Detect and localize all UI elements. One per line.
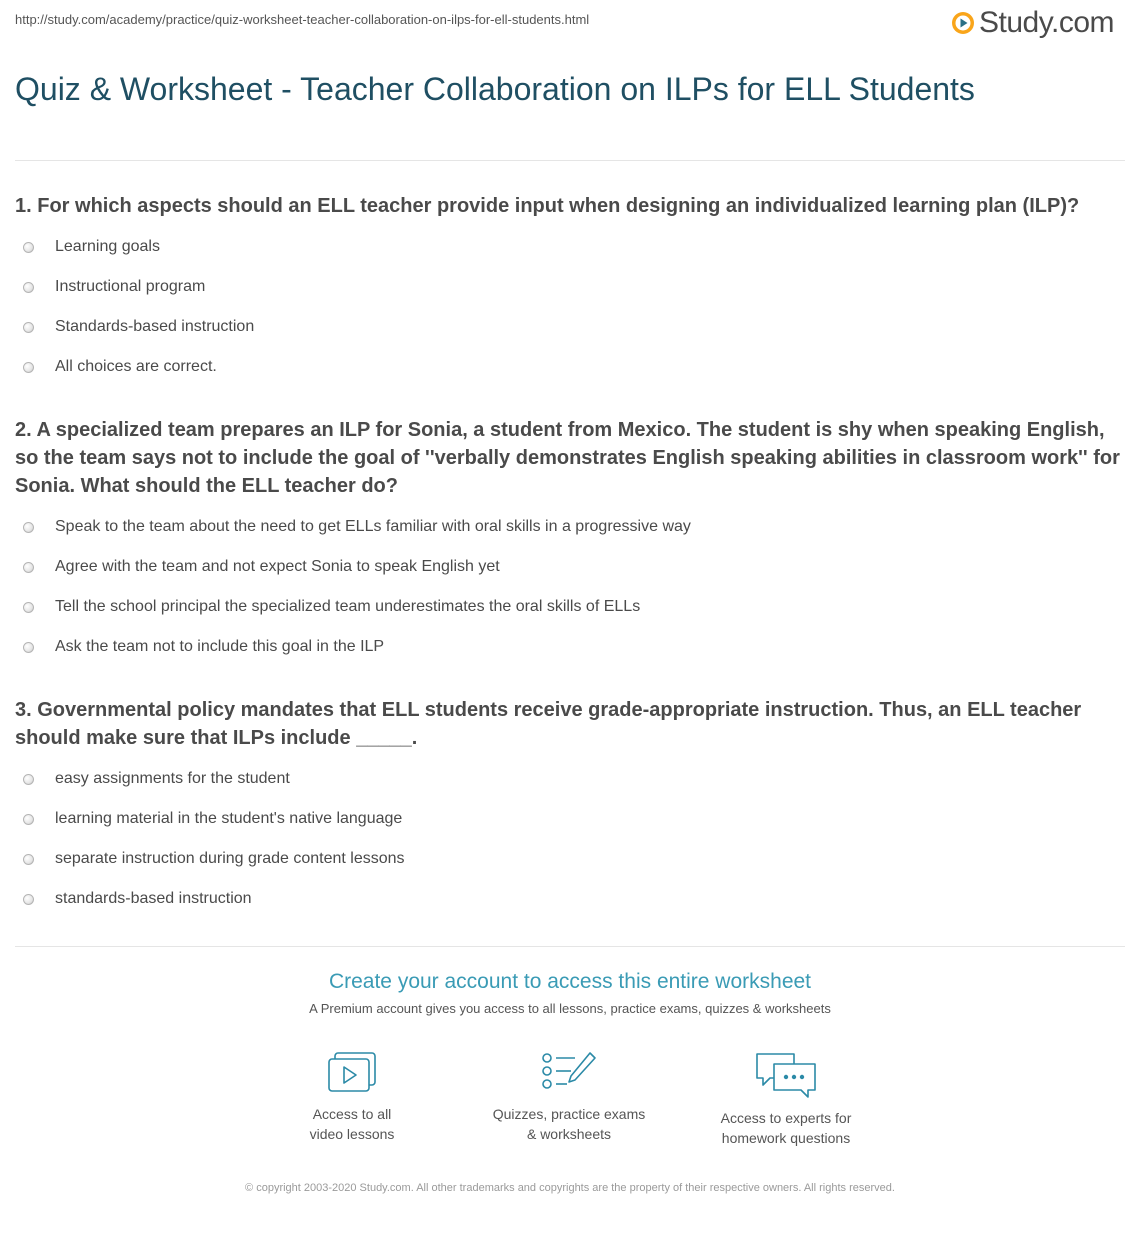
radio-icon[interactable] — [23, 894, 34, 905]
radio-icon[interactable] — [23, 282, 34, 293]
copyright-notice: © copyright 2003-2020 Study.com. All other trademarks and copyrights are the property of their respective owners. All rights reserved. — [245, 1182, 895, 1194]
radio-icon[interactable] — [23, 602, 34, 613]
choice-label: All choices are correct. — [55, 358, 217, 375]
choice-label: Agree with the team and not expect Sonia to speak English yet — [55, 558, 500, 575]
answer-choice[interactable] — [15, 227, 1015, 267]
choice-label: Instructional program — [55, 278, 206, 295]
study-logo[interactable] — [951, 6, 1114, 40]
answer-choice[interactable] — [15, 547, 1015, 587]
answer-choice[interactable] — [15, 879, 1015, 919]
radio-icon[interactable] — [23, 642, 34, 653]
question-3-choices — [15, 759, 1015, 919]
radio-icon[interactable] — [23, 322, 34, 333]
answer-choice[interactable] — [15, 507, 1015, 547]
play-logo-icon — [951, 11, 975, 35]
question-2-choices — [15, 507, 1015, 667]
choice-label: Ask the team not to include this goal in the ILP — [55, 638, 385, 655]
answer-choice[interactable] — [15, 759, 1015, 799]
divider — [15, 946, 1125, 947]
choice-label: Standards-based instruction — [55, 318, 255, 335]
quiz-checklist-icon — [541, 1050, 597, 1096]
divider — [15, 160, 1125, 161]
feature-label: Access to experts for homework questions — [720, 1110, 852, 1146]
radio-icon[interactable] — [23, 362, 34, 373]
page-title: Quiz & Worksheet - Teacher Collaboration on ILPs for ELL Students — [15, 71, 975, 107]
video-lesson-icon — [326, 1050, 378, 1096]
question-1-choices — [15, 227, 1015, 387]
choice-label: easy assignments for the student — [55, 770, 290, 787]
answer-choice[interactable] — [15, 307, 1015, 347]
choice-label: Tell the school principal the specialized team underestimates the oral skills of ELLs — [55, 598, 641, 615]
answer-choice[interactable] — [15, 267, 1015, 307]
radio-icon[interactable] — [23, 562, 34, 573]
answer-choice[interactable] — [15, 587, 1015, 627]
question-2: 2. A specialized team prepares an ILP for Sonia, a student from Mexico. The student is shy when speaking English, so the team says not to include the goal of ''verbally demonstrates English speaking abilities in classroom work'' for Sonia. What should the ELL teacher do? — [15, 419, 1120, 497]
chat-bubbles-icon — [754, 1050, 818, 1100]
feature-video-lessons — [252, 1050, 452, 1144]
choice-label: Speak to the team about the need to get ELLs familiar with oral skills in a progressive way — [55, 518, 691, 535]
choice-label: standards-based instruction — [55, 890, 252, 907]
radio-icon[interactable] — [23, 814, 34, 825]
radio-icon[interactable] — [23, 854, 34, 865]
radio-icon[interactable] — [23, 242, 34, 253]
feature-quizzes — [469, 1050, 669, 1144]
premium-description: A Premium account gives you access to all lessons, practice exams, quizzes & worksheets — [309, 1001, 831, 1016]
page-url: http://study.com/academy/practice/quiz-worksheet-teacher-collaboration-on-ilps-for-ell-students.html — [15, 12, 590, 27]
feature-label: Quizzes, practice exams & worksheets — [492, 1106, 646, 1142]
feature-experts — [686, 1050, 886, 1148]
choice-label: learning material in the student's native language — [55, 810, 403, 827]
logo-text: Study.com — [979, 6, 1114, 39]
answer-choice[interactable] — [15, 799, 1015, 839]
feature-label: Access to all video lessons — [309, 1106, 395, 1142]
radio-icon[interactable] — [23, 774, 34, 785]
answer-choice[interactable] — [15, 627, 1015, 667]
answer-choice[interactable] — [15, 839, 1015, 879]
create-account-link[interactable]: Create your account to access this entire worksheet — [328, 970, 812, 993]
choice-label: separate instruction during grade content lessons — [55, 850, 405, 867]
answer-choice[interactable] — [15, 347, 1015, 387]
question-1: 1. For which aspects should an ELL teacher provide input when designing an individualized learning plan (ILP)? — [15, 195, 1080, 217]
question-3: 3. Governmental policy mandates that ELL students receive grade-appropriate instruction. Thus, an ELL teacher should make sure that ILPs include _____. — [15, 699, 1082, 749]
radio-icon[interactable] — [23, 522, 34, 533]
choice-label: Learning goals — [55, 238, 160, 255]
